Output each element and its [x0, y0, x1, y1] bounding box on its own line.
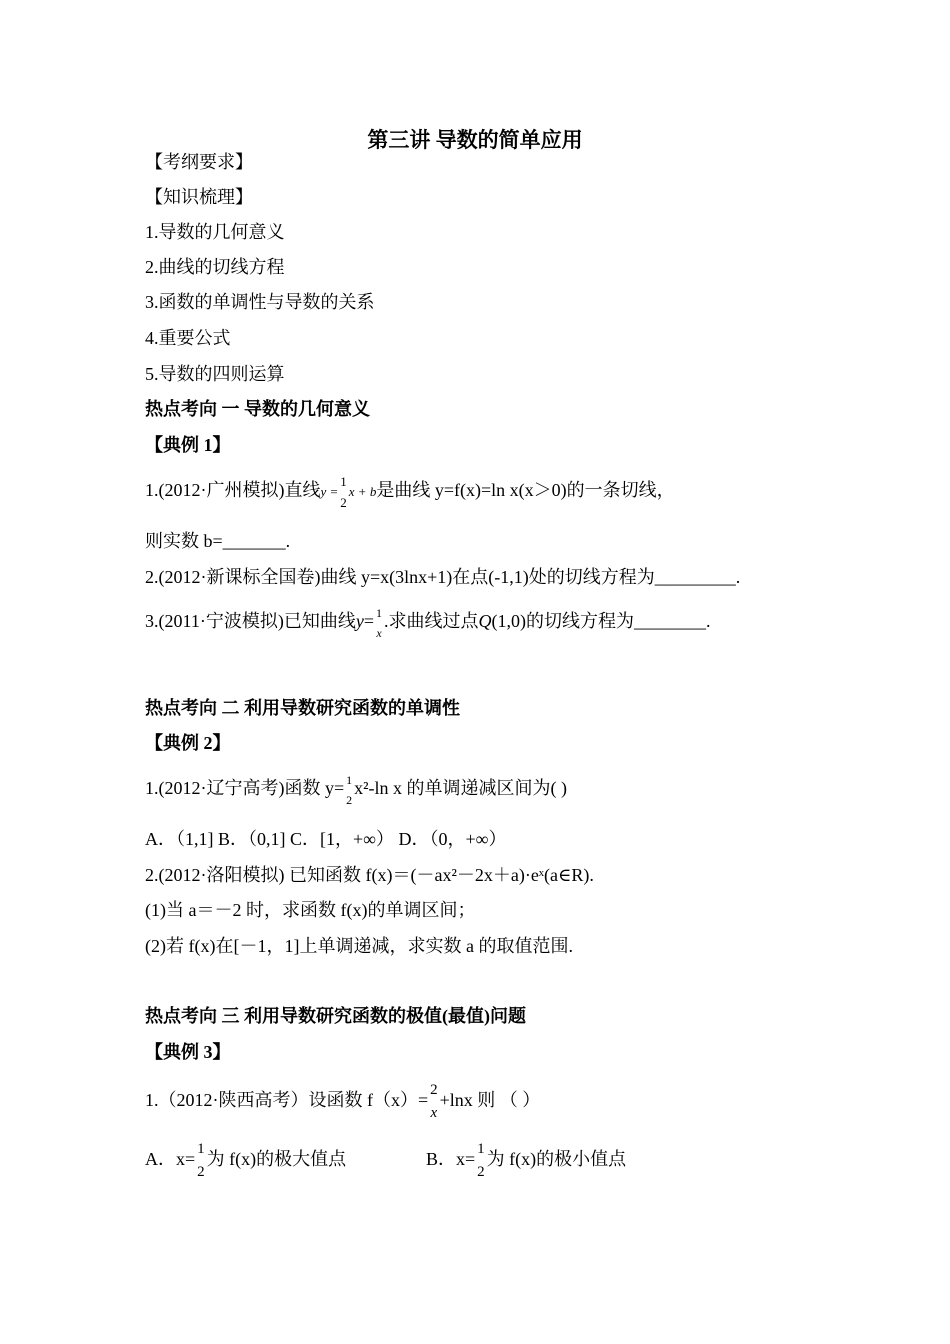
section1-question-1-line2: 则实数 b=_______.: [145, 531, 291, 551]
question-text: 1.（2012·陕西高考）设函数 f（x）=: [145, 1090, 429, 1110]
option-text: 为 f(x)的极小值点: [486, 1149, 627, 1169]
fraction-numerator: 1: [375, 605, 382, 620]
question-text: x²-ln x 的单调递减区间为( ): [354, 778, 568, 798]
section2-question-2-part1: (1)当 a＝－2 时，求函数 f(x)的单调区间；: [145, 900, 476, 920]
section3-heading: 热点考向 三 利用导数研究函数的极值(最值)问题: [145, 1006, 526, 1026]
fraction: [477, 1142, 485, 1180]
fraction-numerator: 1: [346, 772, 353, 787]
section3-option-b: [426, 1136, 626, 1182]
fraction-denominator: 2: [346, 792, 353, 807]
fraction-numerator: 1: [477, 1140, 485, 1157]
option-label: A．x=: [145, 1149, 196, 1169]
question-text: 3.(2011·宁波模拟)已知曲线: [145, 611, 356, 631]
section1-question-1: [145, 470, 675, 510]
outline-item-4: 4.重要公式: [145, 328, 231, 348]
question-text: +lnx 则 （ ）: [439, 1090, 541, 1110]
section3-question-1: [145, 1077, 540, 1123]
equals: =: [363, 611, 374, 631]
kaogang-heading: 【考纲要求】: [145, 152, 253, 172]
section2-question-1: [145, 767, 567, 809]
section2-example: 【典例 2】: [145, 733, 231, 753]
section1-question-2: 2.(2012·新课标全国卷)曲线 y=x(3lnx+1)在点(-1,1)处的切线方程为_________.: [145, 567, 741, 587]
option-text: 为 f(x)的极大值点: [206, 1149, 347, 1169]
fraction-numerator: 1: [340, 473, 347, 489]
question-text: 1.(2012·辽宁高考)函数 y=: [145, 778, 345, 798]
question-text: .求曲线过点: [383, 611, 479, 631]
section1-example: 【典例 1】: [145, 435, 231, 455]
fraction-denominator: 2: [477, 1163, 485, 1180]
fraction-denominator: x: [430, 1104, 438, 1121]
math-y: y: [355, 611, 364, 631]
zhishi-heading: 【知识梳理】: [145, 187, 253, 207]
section3-option-a: [145, 1136, 346, 1182]
fraction-denominator: 2: [340, 494, 347, 510]
outline-item-3: 3.函数的单调性与导数的关系: [145, 292, 375, 312]
fraction-denominator: x: [376, 625, 382, 640]
section2-heading: 热点考向 二 利用导数研究函数的单调性: [145, 698, 460, 718]
question-text: (1,0)的切线方程为________.: [491, 611, 711, 631]
section2-question-2-part2: (2)若 f(x)在[－1，1]上单调递减，求实数 a 的取值范围.: [145, 936, 573, 956]
section2-question-2: 2.(2012·洛阳模拟) 已知函数 f(x)＝(－ax²－2x＋a)·eˣ(a∈R).: [145, 865, 594, 885]
fraction-denominator: 2: [197, 1163, 205, 1180]
outline-item-5: 5.导数的四则运算: [145, 364, 285, 384]
fraction: [340, 475, 347, 509]
fraction-numerator: 2: [430, 1081, 438, 1098]
option-label: B．x=: [426, 1149, 476, 1169]
section2-options: A．（1,1] B．（0,1] C．[1，+∞） D．（0，+∞）: [145, 829, 507, 849]
outline-item-1: 1.导数的几何意义: [145, 222, 285, 242]
math-Q: Q: [478, 611, 492, 631]
math-expr: x + b: [348, 484, 377, 499]
fraction: [197, 1142, 205, 1180]
section1-heading: 热点考向 一 导数的几何意义: [145, 399, 370, 419]
fraction-numerator: 1: [197, 1140, 205, 1157]
math-y: y =: [320, 484, 339, 499]
page-title: 第三讲 导数的简单应用: [367, 128, 583, 152]
section3-example: 【典例 3】: [145, 1042, 231, 1062]
section1-question-3: [145, 600, 710, 642]
outline-item-2: 2.曲线的切线方程: [145, 257, 285, 277]
fraction: [430, 1083, 438, 1121]
fraction: [376, 607, 382, 639]
question-text: 是曲线 y=f(x)=ln x(x＞0)的一条切线，: [376, 480, 675, 500]
fraction: [346, 774, 352, 806]
question-text: 1.(2012·广州模拟)直线: [145, 480, 321, 500]
